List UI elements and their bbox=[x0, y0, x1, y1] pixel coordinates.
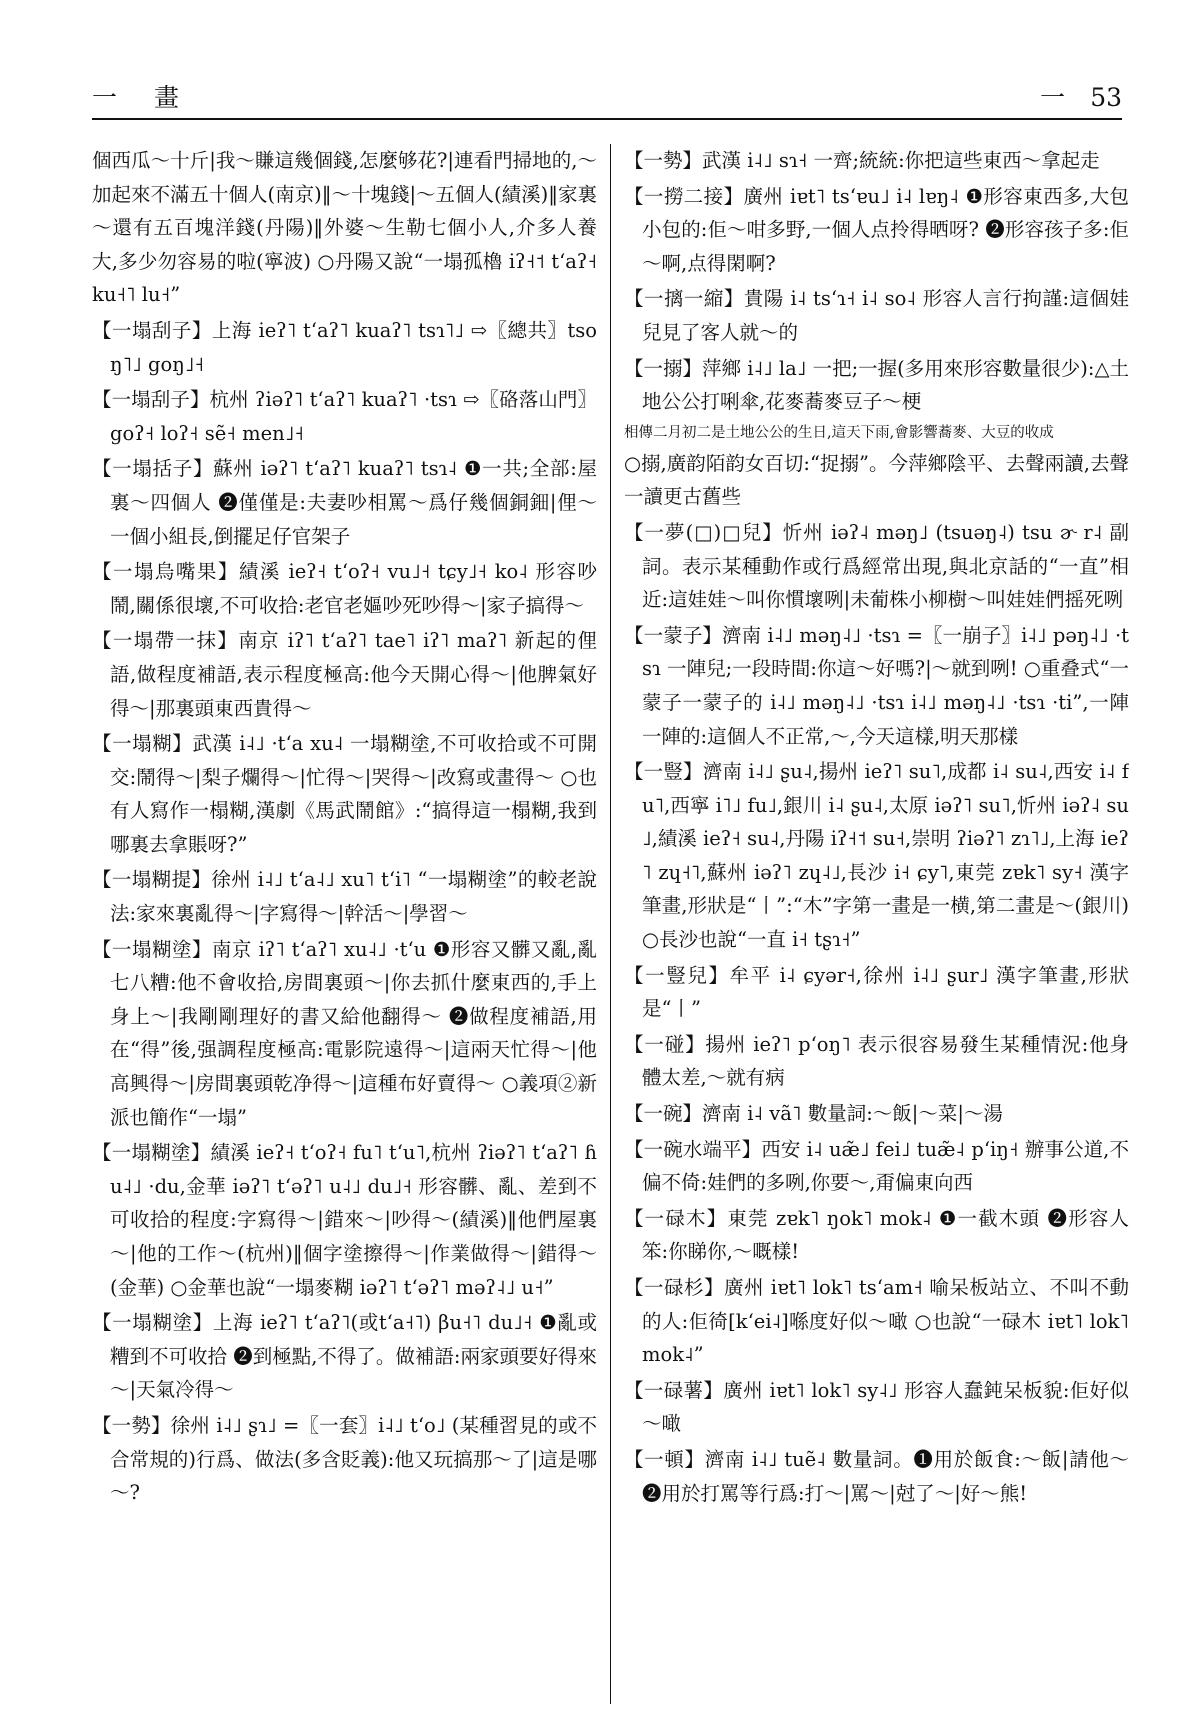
dictionary-body bbox=[92, 144, 1129, 1704]
dictionary-entry: 【一頓】濟南 i˨˩ tuẽ˨ 數量詞。❶用於飯食:～飯|請他～ ❷用於打罵等行爲:打～|罵～|尅了～|好～熊! bbox=[624, 1447, 1129, 1505]
dictionary-entry: 【一撈二接】廣州 iɐt˥ tsʻɐu˩ i˨ lɐŋ˨ ❶形容東西多,大包小包的:佢～咁多野,一個人点拎得晒呀? ❷形容孩子多:佢～啊,点得閑啊? bbox=[624, 184, 1129, 275]
section-title: 一 畫 bbox=[92, 83, 186, 112]
dictionary-entry: 【一碌杉】廣州 iɐt˥ lok˥ tsʻam˧ 喻呆板站立、不叫不動的人:佢徛[kʻei˨]喺度好似～噉 ○也說“一碌木 iɐt˥ lok˥ mok˨” bbox=[624, 1276, 1129, 1367]
dictionary-entry: 【一夢(□)□兒】忻州 iəʔ˨ məŋ˩ (tsuəŋ˨) tsu ɚ r˨ 副詞。表示某種動作或行爲經常出現,與北京話的“一直”相近:這娃娃～叫你慣壞咧|未葡株小柳樹～叫娃娃們摇死咧 bbox=[624, 520, 1129, 612]
dictionary-entry: 【一碰】揚州 ieʔ˥ pʻoŋ˥ 表示很容易發生某種情況:他身體太差,～就有病 bbox=[624, 1032, 1129, 1090]
dictionary-entry: 【一碌薯】廣州 iɐt˥ lok˥ sy˨˩ 形容人蠢鈍呆板貌:佢好似～噉 bbox=[624, 1378, 1129, 1436]
right-column bbox=[624, 144, 1129, 1704]
dictionary-entry: 【一塌刮子】杭州 ʔiəʔ˥ tʻaʔ˥ kuaʔ˥ ·tsɿ ⇨〖硌落山門〗goʔ˧ loʔ˧ sẽ˧ men˩˧ bbox=[92, 388, 597, 445]
dictionary-entry: 相傳二月初二是土地公公的生日,這天下雨,會影響蕎麥、大豆的收成 bbox=[624, 424, 1054, 441]
dictionary-entry: 【一塌帶一抹】南京 iʔ˥ tʻaʔ˥ tae˥ iʔ˥ maʔ˥ 新起的俚語,做程度補語,表示程度極高:他今天開心得～|他脾氣好得～|那裏頭東西貴得～ bbox=[92, 629, 597, 720]
dictionary-entry: 【一碗水端平】西安 i˨ uæ̃˩ fei˩ tuæ̃˨ pʻiŋ˧ 辦事公道,不偏不倚:娃們的多咧,你要～,甭偏東向西 bbox=[624, 1137, 1129, 1195]
dictionary-entry: 【一塌糊提】徐州 i˨˩ tʻa˨˩ xu˥ tʻi˥ “一塌糊塗”的較老說法:家來裏亂得～|字寫得～|幹活～|學習～ bbox=[92, 868, 597, 926]
dictionary-entry: 【一勢】武漢 i˨˩ sɿ˧ 一齊;統統:你把這些東西～拿起走 bbox=[624, 149, 1100, 172]
left-column bbox=[92, 144, 597, 1704]
page-number-dash: 一 bbox=[1040, 83, 1066, 112]
page-header bbox=[92, 78, 1122, 118]
dictionary-entry: 【一勢】徐州 i˨˩ ʂɿ˩ =〖一套〗i˨˩ tʻo˩ (某種習見的或不合常規的)行爲、做法(多含貶義):他又玩搞那～了|這是哪～? bbox=[92, 1413, 597, 1505]
dictionary-entry: 【一碌木】東莞 zɐk˥ ŋok˥ mok˨ ❶一截木頭 ❷形容人笨:你睇你,～嘅樣! bbox=[624, 1206, 1129, 1264]
dictionary-entry: 【一塌烏嘴果】績溪 ieʔ˧ tʻoʔ˧ vu˩˧ tɕy˩˧ ko˨ 形容吵鬧,關係很壞,不可收拾:老官老嫗吵死吵得～|家子搞得～ bbox=[92, 560, 597, 617]
dictionary-entry: 【一豎】濟南 i˨˩ ʂu˨,揚州 ieʔ˥ su˥,成都 i˨ su˨,西安 i˨ fu˥,西寧 i˥˩ fu˩,銀川 i˨ ʂu˨,太原 iəʔ˥ su˥,忻州 iəʔ˨ su˩,績溪 ieʔ˧ su˨,丹陽 iʔ˧˦ su˧,崇明 ʔiəʔ˥ zɿ˥˩,上海 ieʔ˥ zɥ˧˥,蘇州 iəʔ˥ zɥ˨˩,長沙 i˧ ɕy˥,東莞 zɐk˥ sy˧ 漢字筆畫,形狀是“丨”:“木”字第一畫是一横,第二畫是～(銀川) ○長沙也說“一直 i˧ tʂɿ˧” bbox=[624, 760, 1129, 952]
header-rule bbox=[92, 118, 1122, 120]
dictionary-entry: 【一塌糊塗】績溪 ieʔ˧ tʻoʔ˧ fu˥ tʻu˥,杭州 ʔiəʔ˥ tʻaʔ˥ ɦu˨˩ ·du,金華 iəʔ˥ tʻəʔ˥ u˨˩ du˩˧ 形容髒、亂、差到不可收拾的程度:字寫得～|錯來～|吵得～(績溪)‖他們屋裏～|他的工作～(杭州)‖個字塗擦得～|作業做得～|錯得～(金華) ○金華也說“一塌麥糊 iəʔ˥ tʻəʔ˥ məʔ˨˩ u˧” bbox=[92, 1141, 597, 1299]
dictionary-entry: 【一搦】萍鄉 i˨˩ la˩ 一把;一握(多用來形容數量很少):△土地公公打唎傘,花麥蕎麥豆子～梗 bbox=[624, 356, 1129, 414]
dictionary-entry: 【一摛一縮】貴陽 i˨ tsʻɿ˧ i˨ so˨ 形容人言行拘謹:這個娃兒見了客人就～的 bbox=[624, 287, 1129, 344]
page-number-value: 53 bbox=[1090, 83, 1122, 112]
dictionary-entry: 【一塌糊塗】南京 iʔ˥ tʻaʔ˥ xu˨˩ ·tʻu ❶形容又髒又亂,亂七八糟:他不會收拾,房間裏頭～|你去抓什麼東西的,手上身上～|我剛剛理好的書又給他翻得～ ❷做程度補語,用在“得”後,强調程度極高:電影院遠得～|這兩天忙得～|他高興得～|房間裏頭乾净得～|這種布好賣得～ ○義項②新派也簡作“一塌” bbox=[92, 937, 597, 1129]
dictionary-entry: 個西瓜～十斤|我～賺這幾個錢,怎麼够花?|連看門掃地的,～加起來不滿五十個人(南京)‖～十塊錢|～五個人(績溪)‖家裏～還有五百塊洋錢(丹陽)‖外婆～生勒七個小人,介多人養大,多少勿容易的啦(寧波) ○丹陽又說“一塌孤櫓 iʔ˧˦ tʻaʔ˧ ku˧˥ lu˧” bbox=[92, 149, 597, 307]
dictionary-entry: 【一塌括子】蘇州 iəʔ˥ tʻaʔ˥ kuaʔ˥ tsɿ˨ ❶一共;全部:屋裏～四個人 ❷僅僅是:夫妻吵相罵～爲仔幾個銅鈿|俚～一個小組長,倒擺足仔官架子 bbox=[92, 457, 597, 548]
dictionary-entry: 【一塌刮子】上海 ieʔ˥ tʻaʔ˥ kuaʔ˥ tsɿ˥˩ ⇨〖總共〗tsoŋ˥˩ goŋ˩˧ bbox=[92, 318, 597, 376]
dictionary-entry: ○搦,廣韵陌韵女百切:“捉搦”。今萍鄉陰平、去聲兩讀,去聲一讀更古舊些 bbox=[624, 451, 1129, 509]
dictionary-entry: 【一豎兒】牟平 i˨ ɕyər˧,徐州 i˨˩ ʂur˩ 漢字筆畫,形狀是“丨” bbox=[624, 963, 1129, 1021]
dictionary-entry: 【一塌糊塗】上海 ieʔ˥ tʻaʔ˥(或tʻa˧˥) βu˧˥ du˩˧ ❶亂或糟到不可收拾 ❷到極點,不得了。做補語:兩家頭要好得來～|天氣冷得～ bbox=[92, 1311, 597, 1402]
page-number bbox=[1040, 78, 1122, 114]
column-divider bbox=[610, 144, 611, 1704]
dictionary-entry: 【一蒙子】濟南 i˨˩ məŋ˨˩ ·tsɿ =〖一崩子〗i˨˩ pəŋ˨˩ ·tsɿ 一陣兒;一段時間:你這～好嗎?|～就到咧! ○重叠式“一蒙子一蒙子的 i˨˩ məŋ˨˩ ·tsɿ i˨˩ məŋ˨˩ ·tsɿ ·ti”,一陣一陣的:這個人不正常,～,今天這樣,明天那樣 bbox=[624, 623, 1129, 748]
dictionary-entry: 【一碗】濟南 i˨ vã˥ 數量詞:～飯|～菜|～湯 bbox=[624, 1102, 1003, 1126]
dictionary-entry: 【一塌糊】武漢 i˨˩ ·tʻa xu˨ 一塌糊塗,不可收拾或不可開交:鬧得～|梨子爛得～|忙得～|哭得～|改寫或畫得～ ○也有人寫作一榻糊,漢劇《馬武鬧館》:“搞得這一榻糊,我到哪裏去拿賬呀?” bbox=[92, 732, 597, 856]
